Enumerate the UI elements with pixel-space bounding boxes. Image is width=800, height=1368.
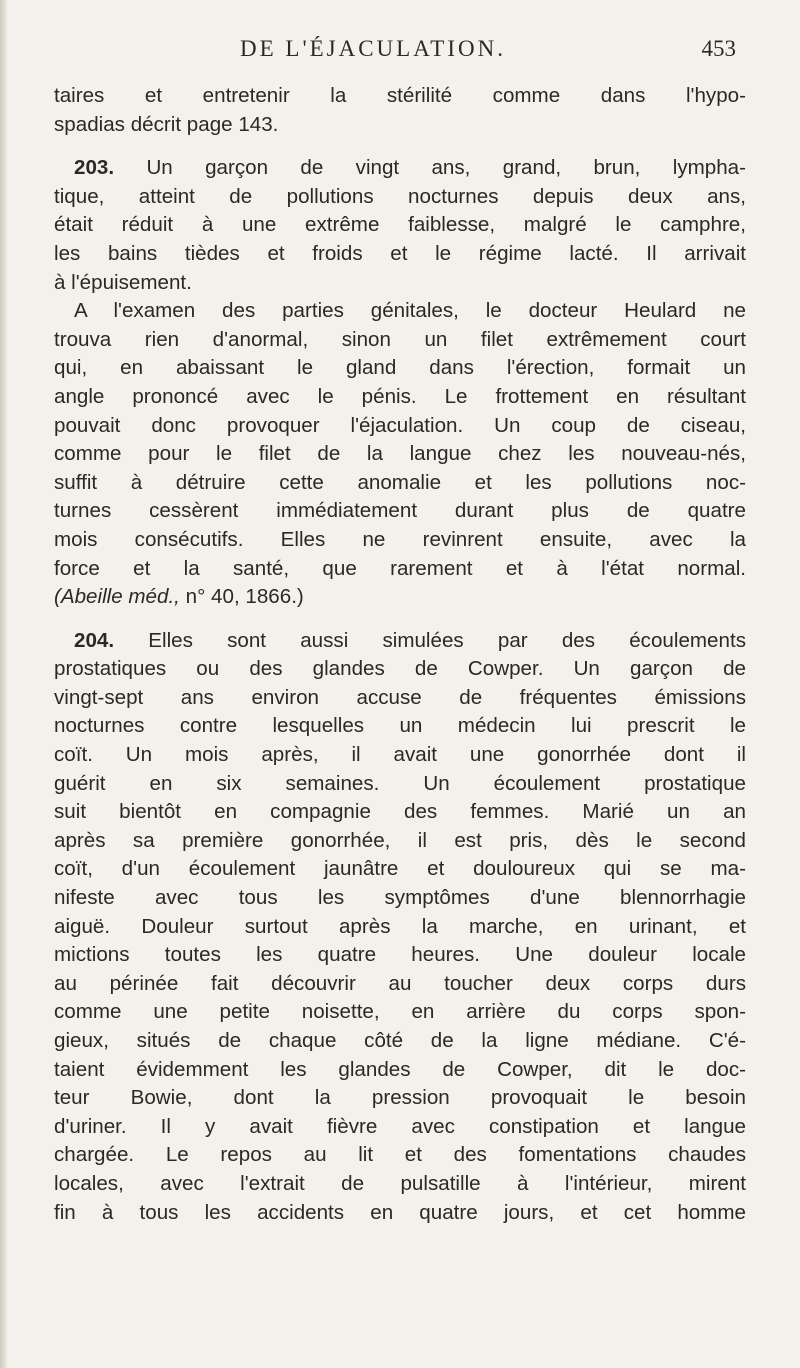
text-line: pouvait donc provoquer l'éjaculation. Un coup de ciseau, [54,413,746,437]
text-line: teur Bowie, dont la pression provoquait le besoin [54,1086,746,1110]
text-line: taient évidemment les glandes de Cowper, dit le doc- [54,1057,746,1081]
text-line: force et la santé, que rarement et à l'état normal. [54,556,746,580]
text-line [54,154,746,183]
text-line: angle prononcé avec le pénis. Le frottement en résultant [54,384,746,408]
text-line [54,627,746,656]
text-line: guérit en six semaines. Un écoulement prostatique [54,771,746,795]
text-span: Un garçon de vingt ans, grand, brun, lympha- [146,156,746,180]
text-line: était réduit à une extrême faiblesse, malgré le camphre, [54,213,746,237]
text-line: au périnée fait découvrir au toucher deux corps durs [54,971,746,995]
text-line: d'uriner. Il y avait fièvre avec constipation et langue [54,1114,746,1138]
citation-source: (Abeille méd., [54,585,180,609]
text-span: Elles sont aussi simulées par des écoulements [148,628,746,652]
text-line: coït, d'un écoulement jaunâtre et douloureux qui se ma- [54,857,746,881]
body-text [54,82,746,1227]
text-line: vingt-sept ans environ accuse de fréquentes émissions [54,685,746,709]
text-line: les bains tièdes et froids et le régime lacté. Il arrivait [54,241,746,265]
paragraph-continuation [54,82,746,139]
text-line: à l'épuisement. [54,270,192,294]
text-line: après sa première gonorrhée, il est pris, dès le second [54,828,746,852]
text-line: suit bientôt en compagnie des femmes. Marié un an [54,800,746,824]
text-line: turnes cessèrent immédiatement durant plus de quatre [54,499,746,523]
citation-reference: n° 40, 1866.) [185,585,304,609]
citation-line [54,583,746,612]
text-line: aiguë. Douleur surtout après la marche, en urinant, et [54,914,746,938]
text-line: chargée. Le repos au lit et des fomentations chaudes [54,1143,746,1167]
running-title: DE L'ÉJACULATION. [240,36,506,61]
paragraph-number: 204. [74,628,115,652]
text-line: trouva rien d'anormal, sinon un filet extrêmement court [54,327,746,351]
page-number: 453 [701,36,736,61]
text-line: locales, avec l'extrait de pulsatille à l'intérieur, mirent [54,1171,746,1195]
text-line: taires et entretenir la stérilité comme dans l'hypo- [54,84,746,107]
page-edge [0,0,7,1368]
text-line: comme une petite noisette, en arrière du corps spon- [54,1000,746,1024]
text-line: mictions toutes les quatre heures. Une douleur locale [54,943,746,967]
text-line: A l'examen des parties génitales, le docteur Heulard ne [74,299,746,323]
text-line: coït. Un mois après, il avait une gonorrhée dont il [54,743,746,767]
paragraph-203 [54,154,746,612]
text-line: nocturnes contre lesquelles un médecin lui prescrit le [54,714,746,738]
text-line: mois consécutifs. Elles ne revinrent ensuite, avec la [54,527,746,551]
text-line: spadias décrit page 143. [54,112,279,136]
text-line: comme pour le filet de la langue chez les nouveau-nés, [54,442,746,466]
text-line: tique, atteint de pollutions nocturnes depuis deux ans, [54,184,746,208]
text-line: gieux, situés de chaque côté de la ligne médiane. C'é- [54,1029,746,1052]
paragraph-number: 203. [74,156,115,180]
paragraph-204 [54,627,746,1227]
text-line: prostatiques ou des glandes de Cowper. Un garçon de [54,657,746,681]
text-line: nifeste avec tous les symptômes d'une blennorrhagie [54,886,746,910]
text-line: fin à tous les accidents en quatre jours, et cet homme [54,1200,746,1224]
text-line: suffit à détruire cette anomalie et les pollutions noc- [54,470,746,494]
text-line: qui, en abaissant le gland dans l'érection, formait un [54,356,746,380]
page-header [0,36,800,66]
